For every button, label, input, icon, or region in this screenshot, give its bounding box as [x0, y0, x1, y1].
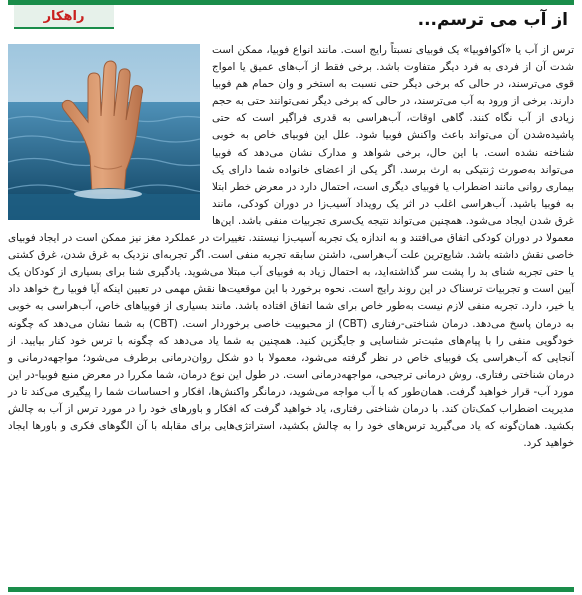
- article-header: [8, 5, 574, 35]
- bottom-rule: [8, 587, 574, 592]
- article-title: از آب می ترسم...: [417, 10, 568, 30]
- section-tab: [14, 5, 114, 29]
- illustration: [8, 44, 200, 220]
- hand-reaching-out-of-water-icon: [8, 44, 200, 220]
- article-text: ترس از آب یا «آکوافوبیا» یک فوبیای نسبتاً رایج است. مانند انواع فوبیا، ممکن است شدت آن از فردی به فرد دیگر متفاوت باشد. برخی فقط از آب‌های عمیق یا امواج قوی می‌ترسند، در حالی که برخی دیگر حتی نسبت به استخر و وان حمام هم فوبیا دارند. برخی از ورود به آب می‌ترسند، در حالی که برخی دیگر نمی‌توانند حتی به حجم زیادی از آب نگاه کنند. گاهی اوقات، آب‌هراسی به قدری فراگیر است که حتی پاشیده‌شدن آن می‌تواند باعث واکنش فوبیا شود. علل این فوبیای خاص به خوبی شناخته نشده است. با این حال، برخی شواهد و مدارک نشان می‌دهد که فوبیا می‌تواند به‌صورت ژنتیکی به ارث برسد. اگر یکی از اعضای خانواده شما دارای یک بیماری روانی مانند اضطراب یا فوبیای دیگری است، احتمال دارد در معرض خطر ابتلا به فوبیا باشید. آب‌هراسی اغلب در اثر یک رویداد آسیب‌زا در دوران کودکی، مانند غرق شدن ایجاد می‌شود. همچنین می‌تواند نتیجه یک‌سری تجربیات منفی باشد. این‌ها معمولا در دوران کودکی اتفاق می‌افتند و به اندازه یک تجربه آسیب‌زا نیستند. تغییرات در عملکرد مغز نیز ممکن است در ایجاد فوبیای خاصی نقش داشته باشد. شایع‌ترین علت آب‌هراسی، داشتن سابقه تجربه منفی است. اگر تجربه‌ای نزدیک به غرق شدن، غرق کشتی یا حتی تجربه شنای بد را پشت سر گذاشته‌اید، به احتمال زیاد به فوبیای آب مبتلا می‌شوید. یادگیری شنا برای بسیاری از کودکان یک آیین است و تجربیات ترسناک در این روند رایج است. نحوه برخورد با این موقعیت‌ها نقش مهمی در تعیین اینکه آیا فوبیا رخ خواهد داد یا خیر، دارد. تجربه منفی لازم نیست به‌طور خاص برای شما اتفاق افتاده باشد. مانند بسیاری از فوبیاهای خاص، آب‌هراسی به خوبی به درمان پاسخ می‌دهد. درمان شناختی-رفتاری (CBT) از محبوبیت خاصی برخوردار است. (CBT) به شما نشان می‌دهد که چگونه خودگویی منفی را با پیام‌های مثبت‌تر شناسایی و جایگزین کنید. همچنین به شما یاد می‌دهد که چگونه با ترس خود کنار بیایید. از آنجایی که آب‌هراسی یک فوبیای خاص در نظر گرفته می‌شود، معمولا با دو شکل روان‌درمانی برطرف می‌شود؛ مواجهه‌درمانی و درمان شناختی رفتاری. روش درمانی ترجیحی، مواجهه‌درمانی است. در طول این نوع درمان، شما مکررا در معرض منبع فوبیا-در این مورد آب- قرار خواهید گرفت. همان‌طور که با آب مواجه می‌شوید، درمانگر واکنش‌ها، افکار و احساسات شما را پیگیری می‌کند تا در مدیریت اضطراب کمک‌تان کند. با درمان شناختی رفتاری، یاد خواهید گرفت که افکار و باورهای خود را در مورد ترس از آب به چالش بکشید. همان‌گونه که یاد می‌گیرید ترس‌های خود را به چالش بکشید، استراتژی‌هایی برای مقابله با آن الگوهای فکری و باورها ایجاد خواهید کرد.: [8, 44, 574, 450]
- section-label: راهکار: [43, 8, 85, 24]
